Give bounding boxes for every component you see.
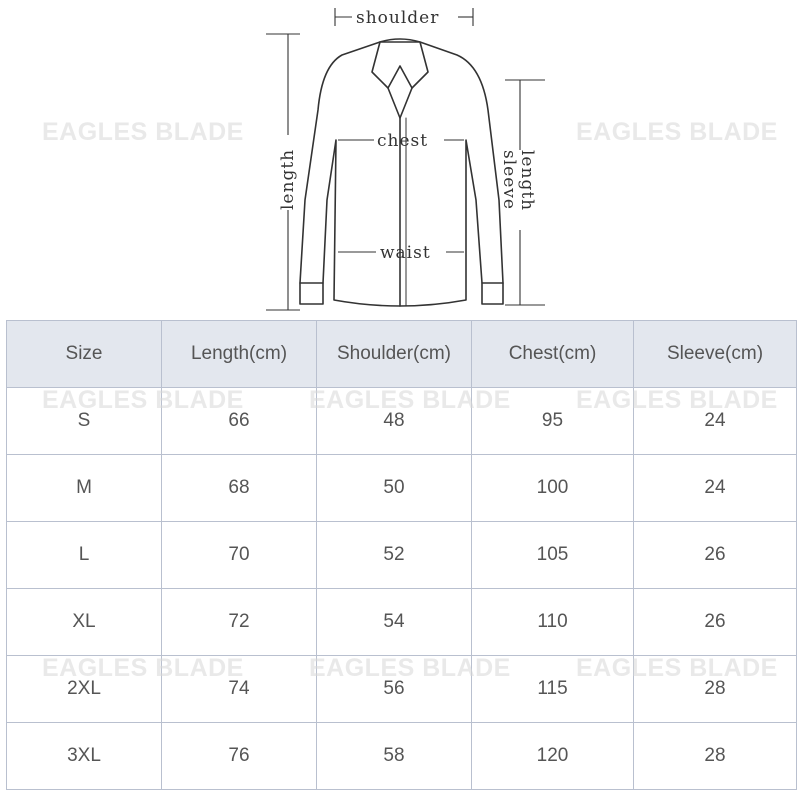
cell-shoulder: 52 [317, 522, 472, 589]
watermark: EAGLES BLADE [42, 654, 244, 682]
watermark: EAGLES BLADE [309, 654, 511, 682]
shirt-outline [300, 42, 503, 306]
cell-sleeve: 26 [634, 589, 797, 656]
cell-size: XL [7, 589, 162, 656]
cell-chest: 105 [472, 522, 634, 589]
watermark: EAGLES BLADE [576, 118, 778, 146]
cell-chest: 110 [472, 589, 634, 656]
cell-chest: 115 [472, 656, 634, 723]
neck-opening [388, 88, 412, 118]
cell-length: 66 [162, 388, 317, 455]
watermark: EAGLES BLADE [576, 654, 778, 682]
cell-length: 76 [162, 723, 317, 790]
waist-label: waist [380, 243, 431, 263]
table-row [7, 522, 797, 589]
length-label: length [278, 148, 298, 210]
shoulder-label: shoulder [356, 8, 440, 28]
chest-label: chest [377, 131, 429, 151]
right-cuff [482, 283, 503, 304]
cell-length: 74 [162, 656, 317, 723]
sleeve-label: sleeve [499, 150, 519, 210]
sleeve-length-label: length [517, 150, 537, 212]
header-chest: Chest(cm) [472, 321, 634, 388]
cell-length: 72 [162, 589, 317, 656]
table-header-row [7, 321, 797, 388]
table-row [7, 455, 797, 522]
cell-length: 70 [162, 522, 317, 589]
collar [372, 39, 428, 88]
shirt-measurement-diagram [0, 0, 800, 320]
cell-length: 68 [162, 455, 317, 522]
header-sleeve: Sleeve(cm) [634, 321, 797, 388]
cell-sleeve: 28 [634, 656, 797, 723]
table-row [7, 388, 797, 455]
header-length: Length(cm) [162, 321, 317, 388]
table-row [7, 723, 797, 790]
cell-shoulder: 54 [317, 589, 472, 656]
cell-sleeve: 24 [634, 388, 797, 455]
header-shoulder: Shoulder(cm) [317, 321, 472, 388]
cell-size: L [7, 522, 162, 589]
watermark: EAGLES BLADE [42, 386, 244, 414]
cell-shoulder: 50 [317, 455, 472, 522]
cell-size: 2XL [7, 656, 162, 723]
cell-sleeve: 24 [634, 455, 797, 522]
cell-size: S [7, 388, 162, 455]
cell-chest: 100 [472, 455, 634, 522]
watermark: EAGLES BLADE [42, 118, 244, 146]
header-size: Size [7, 321, 162, 388]
cell-sleeve: 28 [634, 723, 797, 790]
cell-sleeve: 26 [634, 522, 797, 589]
size-chart-table [6, 320, 797, 790]
cell-size: 3XL [7, 723, 162, 790]
watermark: EAGLES BLADE [576, 386, 778, 414]
left-cuff [300, 283, 323, 304]
cell-shoulder: 56 [317, 656, 472, 723]
cell-shoulder: 58 [317, 723, 472, 790]
table-row [7, 656, 797, 723]
cell-shoulder: 48 [317, 388, 472, 455]
cell-size: M [7, 455, 162, 522]
watermark: EAGLES BLADE [309, 386, 511, 414]
cell-chest: 120 [472, 723, 634, 790]
table-row [7, 589, 797, 656]
cell-chest: 95 [472, 388, 634, 455]
